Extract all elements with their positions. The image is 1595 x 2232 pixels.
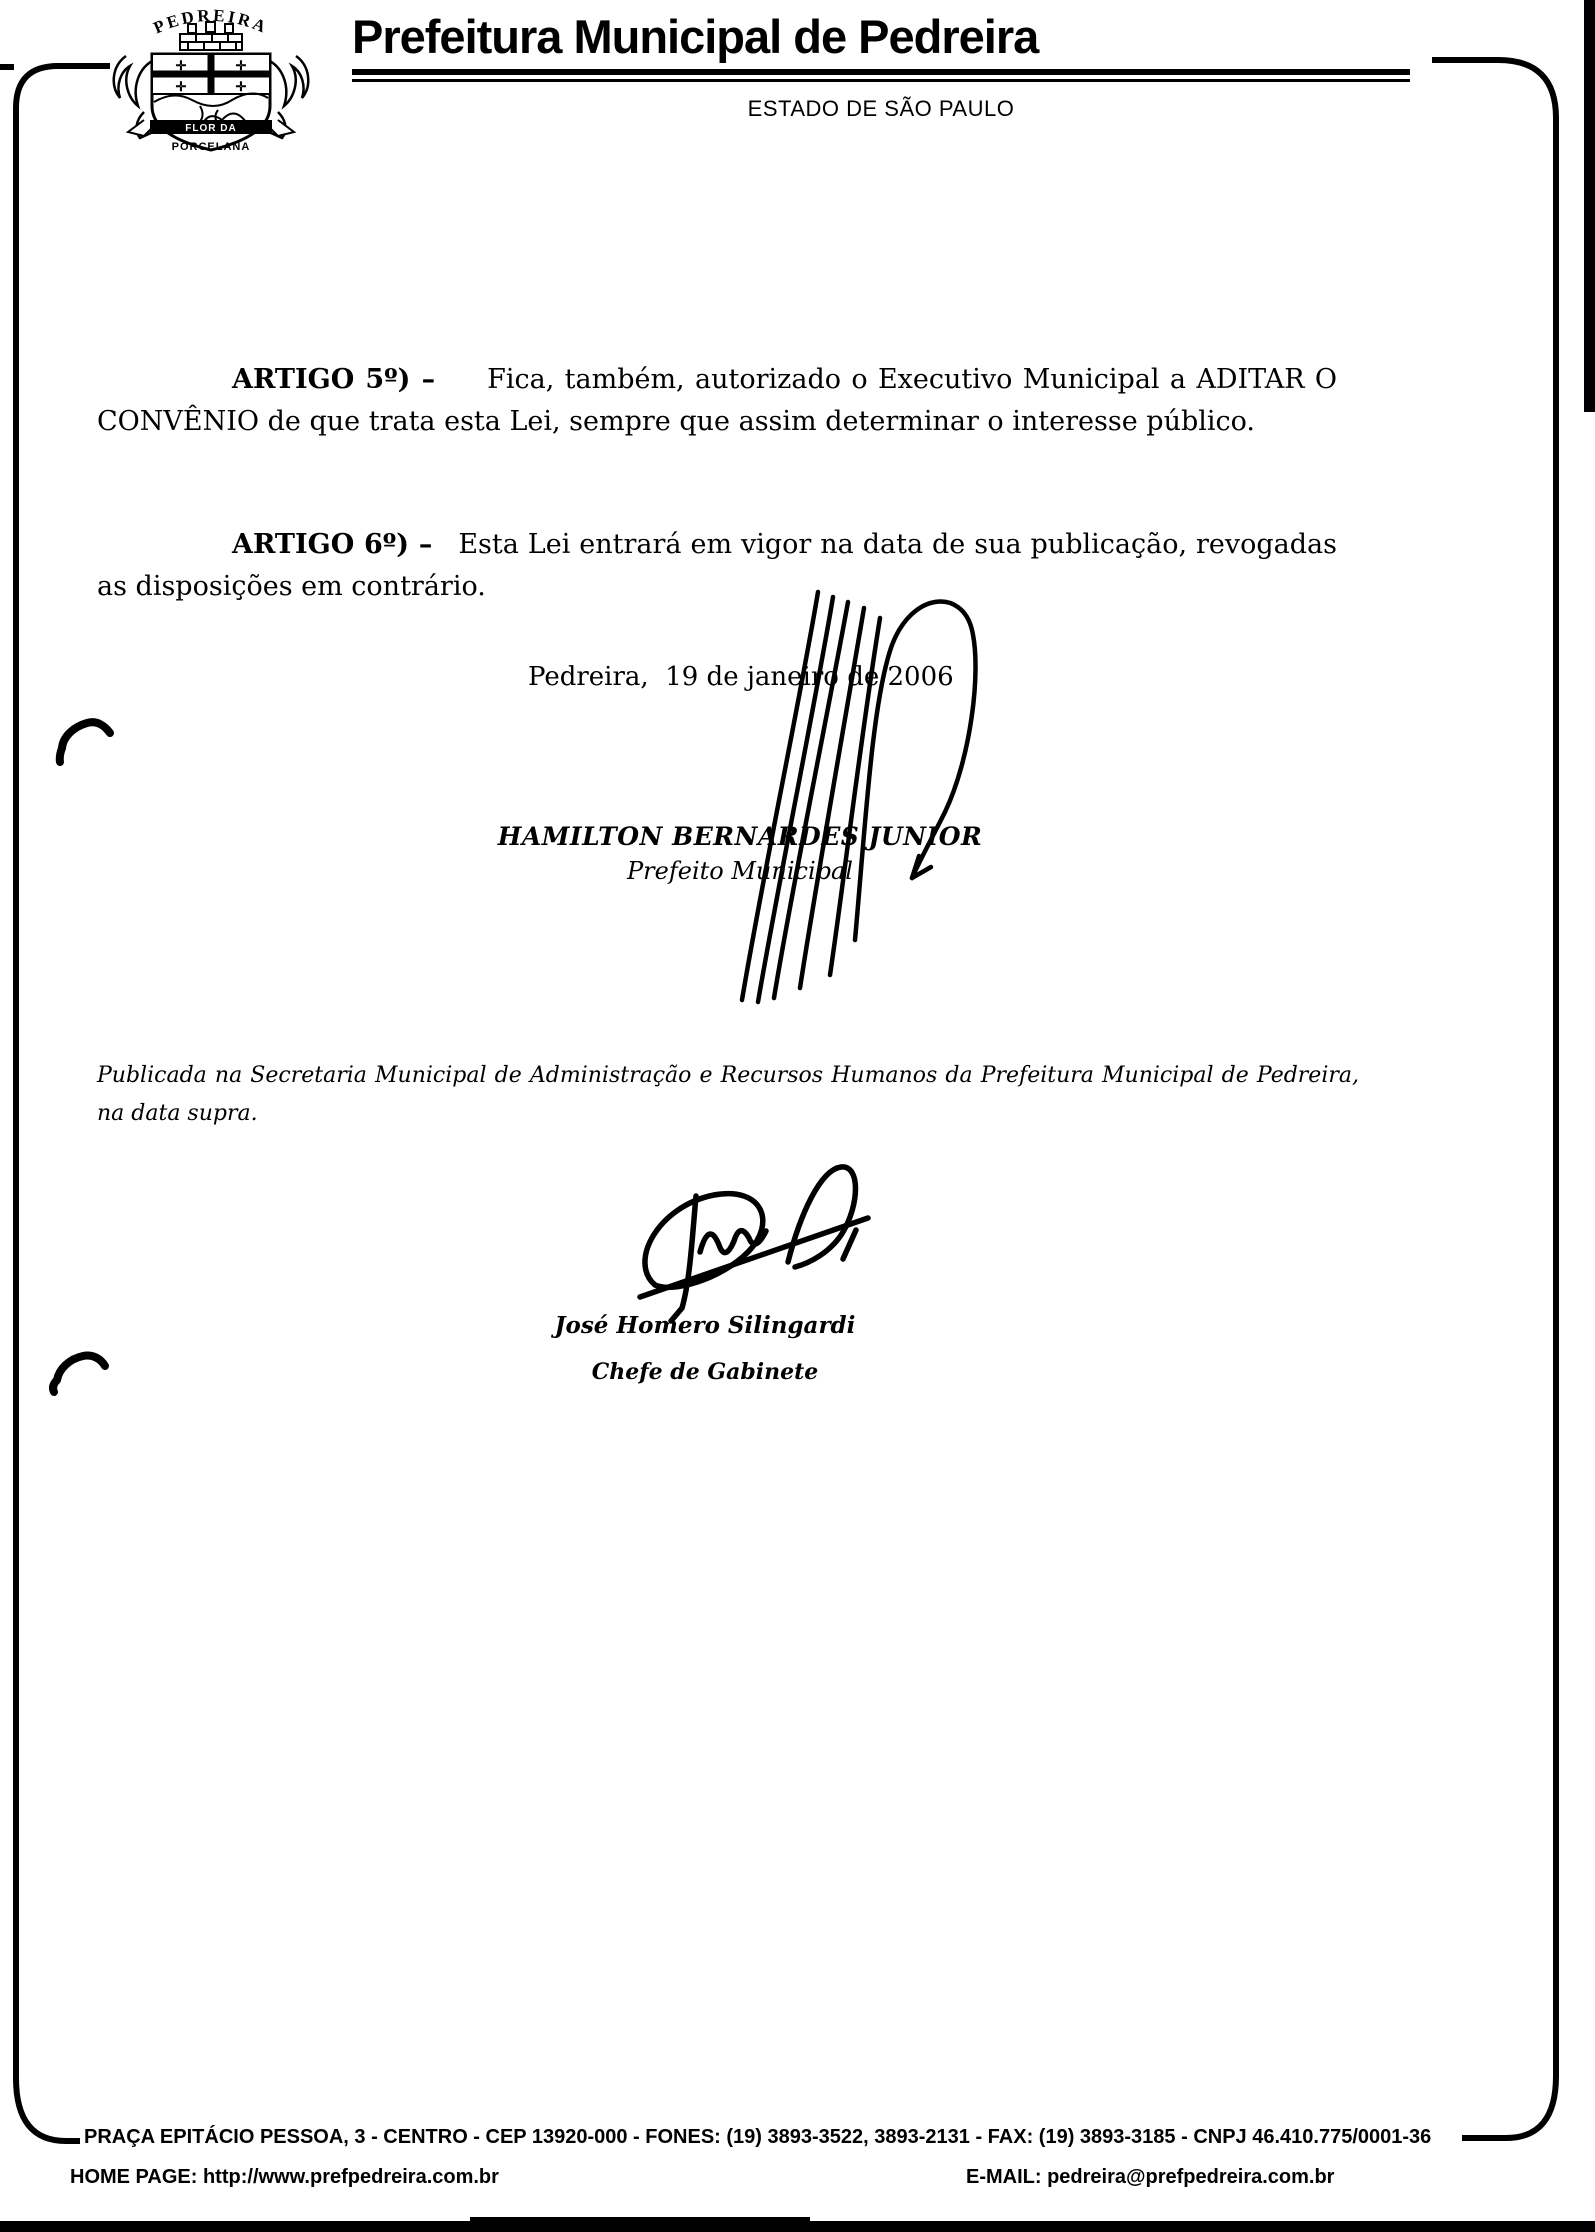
artigo-5-label: ARTIGO 5º) – bbox=[232, 364, 436, 395]
svg-text:✛: ✛ bbox=[235, 58, 247, 73]
scan-right-edge-bar bbox=[1584, 0, 1595, 412]
publication-note: Publicada na Secretaria Municipal de Administração e Recursos Humanos da Prefeitura Municipal de Pedreira, na data supra. bbox=[97, 1063, 1359, 1126]
chief-of-staff-role: Chefe de Gabinete bbox=[591, 1359, 819, 1385]
crest-arc-text: PEDREIRA bbox=[150, 5, 272, 38]
footer-homepage: HOME PAGE: http://www.prefpedreira.com.br bbox=[70, 2166, 499, 2188]
artigo-6-label: ARTIGO 6º) – bbox=[232, 529, 433, 560]
page-title: Prefeitura Municipal de Pedreira bbox=[352, 10, 1039, 63]
pen-mark-lower bbox=[53, 1356, 105, 1392]
svg-text:✛: ✛ bbox=[175, 79, 187, 94]
footer-email: E-MAIL: pedreira@prefpedreira.com.br bbox=[966, 2166, 1335, 2188]
header bbox=[352, 8, 1410, 122]
scan-bottom-edge-bar bbox=[0, 2221, 1595, 2232]
frame-left bbox=[16, 66, 110, 2141]
mayor-name: HAMILTON BERNARDES JUNIOR bbox=[497, 822, 983, 851]
svg-text:✛: ✛ bbox=[175, 58, 187, 73]
footer-address-line: PRAÇA EPITÁCIO PESSOA, 3 - CENTRO - CEP 13920-000 - FONES: (19) 3893-3522, 3893-2131 - FAX: (19) 3893-3185 - CNPJ 46.410.775/0001-36 bbox=[84, 2126, 1432, 2148]
title-underline-thin bbox=[352, 79, 1410, 82]
title-underline-thick bbox=[352, 69, 1410, 75]
chief-of-staff-signature-block bbox=[420, 1312, 990, 1385]
artigo-6-text: Esta Lei entrará em vigor na data de sua publicação, revogadas as disposições em contrário. bbox=[97, 529, 1337, 602]
mayor-role: Prefeito Municipal bbox=[627, 857, 853, 885]
crest-shield bbox=[152, 54, 270, 150]
chief-of-staff-name: José Homero Silingardi bbox=[554, 1312, 856, 1339]
scan-left-dash bbox=[0, 64, 14, 70]
dateline: Pedreira, 19 de janeiro de 2006 bbox=[528, 662, 954, 692]
state-subtitle: ESTADO DE SÃO PAULO bbox=[747, 95, 1015, 121]
artigo-5-text: Fica, também, autorizado o Executivo Municipal a ADITAR O CONVÊNIO de que trata esta Lei, sempre que assim determinar o interesse público. bbox=[97, 364, 1338, 437]
city-crest-icon bbox=[92, 2, 330, 162]
crest-banner-text-2: PORCELANA bbox=[171, 141, 251, 153]
frame-right bbox=[1432, 60, 1556, 2138]
mayor-signature-icon bbox=[742, 592, 976, 1002]
mayor-signature-block bbox=[420, 822, 1060, 885]
chief-of-staff-signature-icon bbox=[640, 1167, 868, 1321]
paragraph-artigo-5 bbox=[97, 359, 1337, 443]
scan-bottom-edge-blob bbox=[470, 2217, 810, 2232]
svg-text:✛: ✛ bbox=[235, 79, 247, 94]
pen-mark-upper bbox=[60, 722, 110, 762]
crest-banner-text-1: FLOR DA bbox=[185, 123, 237, 134]
paragraph-artigo-6 bbox=[97, 524, 1337, 608]
